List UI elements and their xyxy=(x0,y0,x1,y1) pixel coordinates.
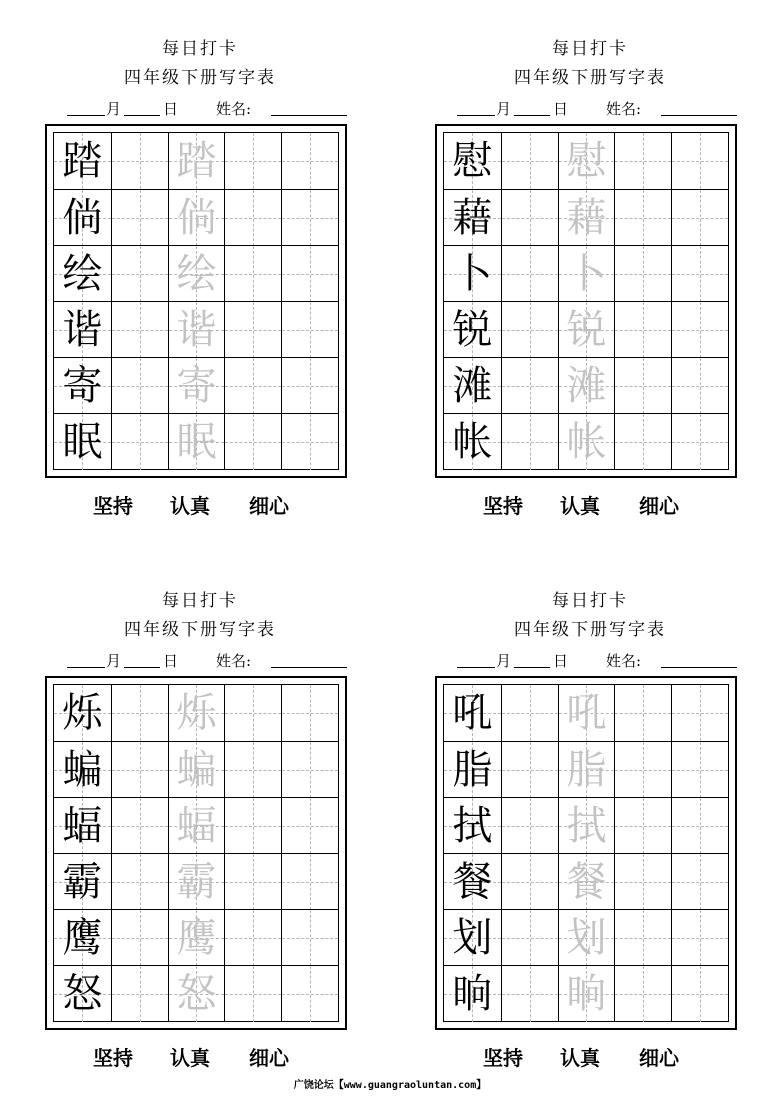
grid-cell[interactable] xyxy=(111,685,168,741)
trace-character: 慰 xyxy=(566,138,607,184)
grid-cell[interactable] xyxy=(444,190,501,246)
grid-cell[interactable] xyxy=(111,742,168,798)
day-label: 日 xyxy=(553,100,569,118)
grid-cell[interactable] xyxy=(614,133,671,189)
motto-word: 细心 xyxy=(249,494,289,518)
name-label: 姓名: xyxy=(606,652,642,670)
model-character: 蝙 xyxy=(62,747,103,793)
grid-cell[interactable] xyxy=(444,685,501,741)
grid-row xyxy=(54,133,338,189)
grid-cell[interactable] xyxy=(111,302,168,358)
day-label: 日 xyxy=(163,100,179,118)
grid-cell[interactable] xyxy=(671,246,728,302)
month-blank[interactable] xyxy=(67,667,105,668)
grid-cell[interactable] xyxy=(444,414,501,470)
date-name-line xyxy=(435,650,745,670)
grid-cell[interactable] xyxy=(501,246,558,302)
month-blank[interactable] xyxy=(457,667,495,668)
grid-cell[interactable] xyxy=(501,302,558,358)
model-character: 滩 xyxy=(452,363,493,409)
grid-cell[interactable] xyxy=(168,246,225,302)
grid-cell[interactable] xyxy=(168,798,225,854)
grid-cell[interactable] xyxy=(444,742,501,798)
grid-cell[interactable] xyxy=(111,910,168,966)
model-character: 烁 xyxy=(62,690,103,736)
grid-row xyxy=(54,741,338,797)
trace-character: 脂 xyxy=(566,747,607,793)
grid-cell[interactable] xyxy=(671,910,728,966)
grid-row xyxy=(444,853,728,909)
grid-cell[interactable] xyxy=(168,414,225,470)
grid-cell[interactable] xyxy=(671,358,728,414)
grid-cell[interactable] xyxy=(501,414,558,470)
trace-character: 蝠 xyxy=(176,803,217,849)
writing-grid xyxy=(45,124,347,478)
grid-cell[interactable] xyxy=(54,798,111,854)
grid-cell[interactable] xyxy=(54,414,111,470)
grid-cell[interactable] xyxy=(54,966,111,1022)
grid-cell[interactable] xyxy=(281,966,338,1022)
model-character: 卜 xyxy=(452,251,493,297)
card-subtitle: 四年级下册写字表 xyxy=(124,68,276,88)
grid-cell[interactable] xyxy=(281,798,338,854)
trace-character: 踏 xyxy=(176,138,217,184)
grid-cell[interactable] xyxy=(54,854,111,910)
grid-cell[interactable] xyxy=(281,133,338,189)
model-character: 绘 xyxy=(62,251,103,297)
grid-cell[interactable] xyxy=(54,133,111,189)
grid-cell[interactable] xyxy=(281,302,338,358)
date-name-line xyxy=(435,98,745,118)
grid-cell[interactable] xyxy=(224,302,281,358)
day-blank[interactable] xyxy=(124,115,160,116)
grid-cell[interactable] xyxy=(168,910,225,966)
grid-row xyxy=(54,301,338,357)
grid-row xyxy=(54,797,338,853)
grid-row xyxy=(444,133,728,189)
grid-row xyxy=(444,413,728,469)
grid-cell[interactable] xyxy=(168,742,225,798)
grid-row xyxy=(444,301,728,357)
grid-cell[interactable] xyxy=(558,133,615,189)
grid-cell[interactable] xyxy=(671,302,728,358)
grid-row xyxy=(444,741,728,797)
grid-row xyxy=(54,245,338,301)
grid-cell[interactable] xyxy=(54,742,111,798)
date-name-line xyxy=(45,650,355,670)
motto-word: 认真 xyxy=(170,494,210,518)
grid-cell[interactable] xyxy=(281,685,338,741)
model-character: 霸 xyxy=(62,859,103,905)
grid-cell[interactable] xyxy=(111,133,168,189)
trace-character: 卜 xyxy=(566,251,607,297)
day-label: 日 xyxy=(553,652,569,670)
grid-cell[interactable] xyxy=(558,246,615,302)
name-blank[interactable] xyxy=(661,115,737,116)
month-label: 月 xyxy=(496,100,512,118)
card-title: 每日打卡 xyxy=(162,39,238,59)
grid-cell[interactable] xyxy=(444,302,501,358)
trace-character: 烁 xyxy=(176,690,217,736)
grid-cell[interactable] xyxy=(558,798,615,854)
grid-cell[interactable] xyxy=(224,966,281,1022)
grid-cell[interactable] xyxy=(54,302,111,358)
trace-character: 谐 xyxy=(176,307,217,353)
grid-cell[interactable] xyxy=(168,966,225,1022)
grid-cell[interactable] xyxy=(224,190,281,246)
grid-row xyxy=(54,357,338,413)
grid-row xyxy=(54,413,338,469)
trace-character: 划 xyxy=(566,915,607,961)
motto-word: 坚持 xyxy=(93,494,133,518)
name-blank[interactable] xyxy=(661,667,737,668)
model-character: 寄 xyxy=(62,363,103,409)
grid-cell[interactable] xyxy=(111,190,168,246)
month-label: 月 xyxy=(106,652,122,670)
name-blank[interactable] xyxy=(271,115,347,116)
model-character: 脂 xyxy=(452,747,493,793)
grid-cell[interactable] xyxy=(671,414,728,470)
grid-cell[interactable] xyxy=(614,798,671,854)
trace-character: 藉 xyxy=(566,195,607,241)
trace-character: 倘 xyxy=(176,195,217,241)
grid-cell[interactable] xyxy=(614,302,671,358)
grid-row xyxy=(54,909,338,965)
grid-cell[interactable] xyxy=(54,190,111,246)
grid-cell[interactable] xyxy=(671,798,728,854)
grid-cell[interactable] xyxy=(54,246,111,302)
grid-cell[interactable] xyxy=(168,854,225,910)
grid-cell[interactable] xyxy=(671,133,728,189)
grid-cell[interactable] xyxy=(444,358,501,414)
grid-row xyxy=(54,189,338,245)
motto-word: 认真 xyxy=(560,494,600,518)
model-character: 拭 xyxy=(452,803,493,849)
grid-cell[interactable] xyxy=(224,910,281,966)
grid-cell[interactable] xyxy=(168,302,225,358)
card-title: 每日打卡 xyxy=(552,39,628,59)
trace-character: 蝙 xyxy=(176,747,217,793)
trace-character: 滩 xyxy=(566,363,607,409)
month-label: 月 xyxy=(496,652,512,670)
grid-cell[interactable] xyxy=(224,246,281,302)
grid-cell[interactable] xyxy=(224,742,281,798)
grid-cell[interactable] xyxy=(614,966,671,1022)
grid-cell[interactable] xyxy=(671,742,728,798)
grid-cell[interactable] xyxy=(168,190,225,246)
name-label: 姓名: xyxy=(216,100,252,118)
motto-word: 坚持 xyxy=(93,1046,133,1070)
grid-cell[interactable] xyxy=(444,133,501,189)
grid-row xyxy=(54,853,338,909)
grid-cell[interactable] xyxy=(281,246,338,302)
grid-row xyxy=(54,965,338,1021)
motto-word: 认真 xyxy=(560,1046,600,1070)
writing-grid xyxy=(45,676,347,1030)
grid-cell[interactable] xyxy=(501,742,558,798)
motto-word: 坚持 xyxy=(483,1046,523,1070)
grid-cell[interactable] xyxy=(54,358,111,414)
grid-cell[interactable] xyxy=(671,854,728,910)
trace-character: 绘 xyxy=(176,251,217,297)
grid-cell[interactable] xyxy=(558,190,615,246)
month-blank[interactable] xyxy=(67,115,105,116)
grid-cell[interactable] xyxy=(614,358,671,414)
model-character: 眠 xyxy=(62,419,103,465)
card-title: 每日打卡 xyxy=(552,591,628,611)
grid-cell[interactable] xyxy=(168,358,225,414)
grid-cell[interactable] xyxy=(558,358,615,414)
model-character: 鹰 xyxy=(62,915,103,961)
trace-character: 眠 xyxy=(176,419,217,465)
grid-cell[interactable] xyxy=(558,742,615,798)
motto-word: 认真 xyxy=(170,1046,210,1070)
model-character: 蝠 xyxy=(62,803,103,849)
motto-word: 坚持 xyxy=(483,494,523,518)
model-character: 倘 xyxy=(62,195,103,241)
grid-cell[interactable] xyxy=(224,414,281,470)
grid-cell[interactable] xyxy=(501,190,558,246)
model-character: 锐 xyxy=(452,307,493,353)
grid-cell[interactable] xyxy=(614,190,671,246)
name-label: 姓名: xyxy=(606,100,642,118)
grid-cell[interactable] xyxy=(444,246,501,302)
grid-cell[interactable] xyxy=(671,966,728,1022)
grid-cell[interactable] xyxy=(111,798,168,854)
trace-character: 鹰 xyxy=(176,915,217,961)
name-blank[interactable] xyxy=(271,667,347,668)
grid-cell[interactable] xyxy=(54,685,111,741)
grid-cell[interactable] xyxy=(224,358,281,414)
grid-cell[interactable] xyxy=(558,414,615,470)
model-character: 晌 xyxy=(452,971,493,1017)
grid-cell[interactable] xyxy=(558,854,615,910)
day-blank[interactable] xyxy=(124,667,160,668)
grid-cell[interactable] xyxy=(54,910,111,966)
grid-cell[interactable] xyxy=(224,685,281,741)
trace-character: 锐 xyxy=(566,307,607,353)
motto-word: 细心 xyxy=(249,1046,289,1070)
grid-row xyxy=(444,189,728,245)
motto-word: 细心 xyxy=(639,1046,679,1070)
grid-cell[interactable] xyxy=(224,133,281,189)
card-subtitle: 四年级下册写字表 xyxy=(514,620,666,640)
grid-cell[interactable] xyxy=(224,798,281,854)
model-character: 餐 xyxy=(452,859,493,905)
name-label: 姓名: xyxy=(216,652,252,670)
grid-cell[interactable] xyxy=(111,854,168,910)
grid-cell[interactable] xyxy=(614,854,671,910)
grid-row xyxy=(54,685,338,741)
card-subtitle: 四年级下册写字表 xyxy=(514,68,666,88)
day-blank[interactable] xyxy=(514,115,550,116)
grid-cell[interactable] xyxy=(614,414,671,470)
date-name-line xyxy=(45,98,355,118)
trace-character: 餐 xyxy=(566,859,607,905)
trace-character: 霸 xyxy=(176,859,217,905)
grid-cell[interactable] xyxy=(501,133,558,189)
footer-credit: 广饶论坛【www.guangraoluntan.com】 xyxy=(293,1080,487,1091)
grid-cell[interactable] xyxy=(281,414,338,470)
grid-cell[interactable] xyxy=(168,133,225,189)
month-label: 月 xyxy=(106,100,122,118)
grid-cell[interactable] xyxy=(111,414,168,470)
grid-cell[interactable] xyxy=(558,685,615,741)
grid-cell[interactable] xyxy=(614,685,671,741)
grid-cell[interactable] xyxy=(558,966,615,1022)
day-blank[interactable] xyxy=(514,667,550,668)
model-character: 踏 xyxy=(62,138,103,184)
grid-cell[interactable] xyxy=(224,854,281,910)
grid-cell[interactable] xyxy=(614,246,671,302)
model-character: 划 xyxy=(452,915,493,961)
trace-character: 帐 xyxy=(566,419,607,465)
grid-cell[interactable] xyxy=(614,742,671,798)
grid-cell[interactable] xyxy=(168,685,225,741)
grid-row xyxy=(444,685,728,741)
grid-cell[interactable] xyxy=(111,966,168,1022)
model-character: 谐 xyxy=(62,307,103,353)
grid-cell[interactable] xyxy=(671,685,728,741)
grid-row xyxy=(444,965,728,1021)
trace-character: 吼 xyxy=(566,690,607,736)
grid-cell[interactable] xyxy=(501,910,558,966)
trace-character: 晌 xyxy=(566,971,607,1017)
day-label: 日 xyxy=(163,652,179,670)
grid-cell[interactable] xyxy=(614,910,671,966)
grid-row xyxy=(444,245,728,301)
model-character: 帐 xyxy=(452,419,493,465)
writing-grid xyxy=(435,676,737,1030)
trace-character: 寄 xyxy=(176,363,217,409)
grid-cell[interactable] xyxy=(444,854,501,910)
grid-cell[interactable] xyxy=(558,302,615,358)
card-title: 每日打卡 xyxy=(162,591,238,611)
grid-cell[interactable] xyxy=(444,966,501,1022)
grid-row xyxy=(444,357,728,413)
grid-cell[interactable] xyxy=(281,358,338,414)
grid-cell[interactable] xyxy=(281,910,338,966)
grid-cell[interactable] xyxy=(501,798,558,854)
grid-cell[interactable] xyxy=(281,190,338,246)
grid-cell[interactable] xyxy=(111,246,168,302)
grid-cell[interactable] xyxy=(501,854,558,910)
trace-character: 怒 xyxy=(176,971,217,1017)
grid-cell[interactable] xyxy=(558,910,615,966)
month-blank[interactable] xyxy=(457,115,495,116)
motto-word: 细心 xyxy=(639,494,679,518)
grid-cell[interactable] xyxy=(281,742,338,798)
grid-cell[interactable] xyxy=(444,910,501,966)
card-subtitle: 四年级下册写字表 xyxy=(124,620,276,640)
grid-cell[interactable] xyxy=(501,685,558,741)
grid-cell[interactable] xyxy=(671,190,728,246)
grid-cell[interactable] xyxy=(501,966,558,1022)
model-character: 吼 xyxy=(452,690,493,736)
model-character: 慰 xyxy=(452,138,493,184)
trace-character: 拭 xyxy=(566,803,607,849)
writing-grid xyxy=(435,124,737,478)
grid-cell[interactable] xyxy=(281,854,338,910)
grid-cell[interactable] xyxy=(444,798,501,854)
model-character: 藉 xyxy=(452,195,493,241)
model-character: 怒 xyxy=(62,971,103,1017)
grid-cell[interactable] xyxy=(111,358,168,414)
grid-row xyxy=(444,797,728,853)
grid-row xyxy=(444,909,728,965)
grid-cell[interactable] xyxy=(501,358,558,414)
